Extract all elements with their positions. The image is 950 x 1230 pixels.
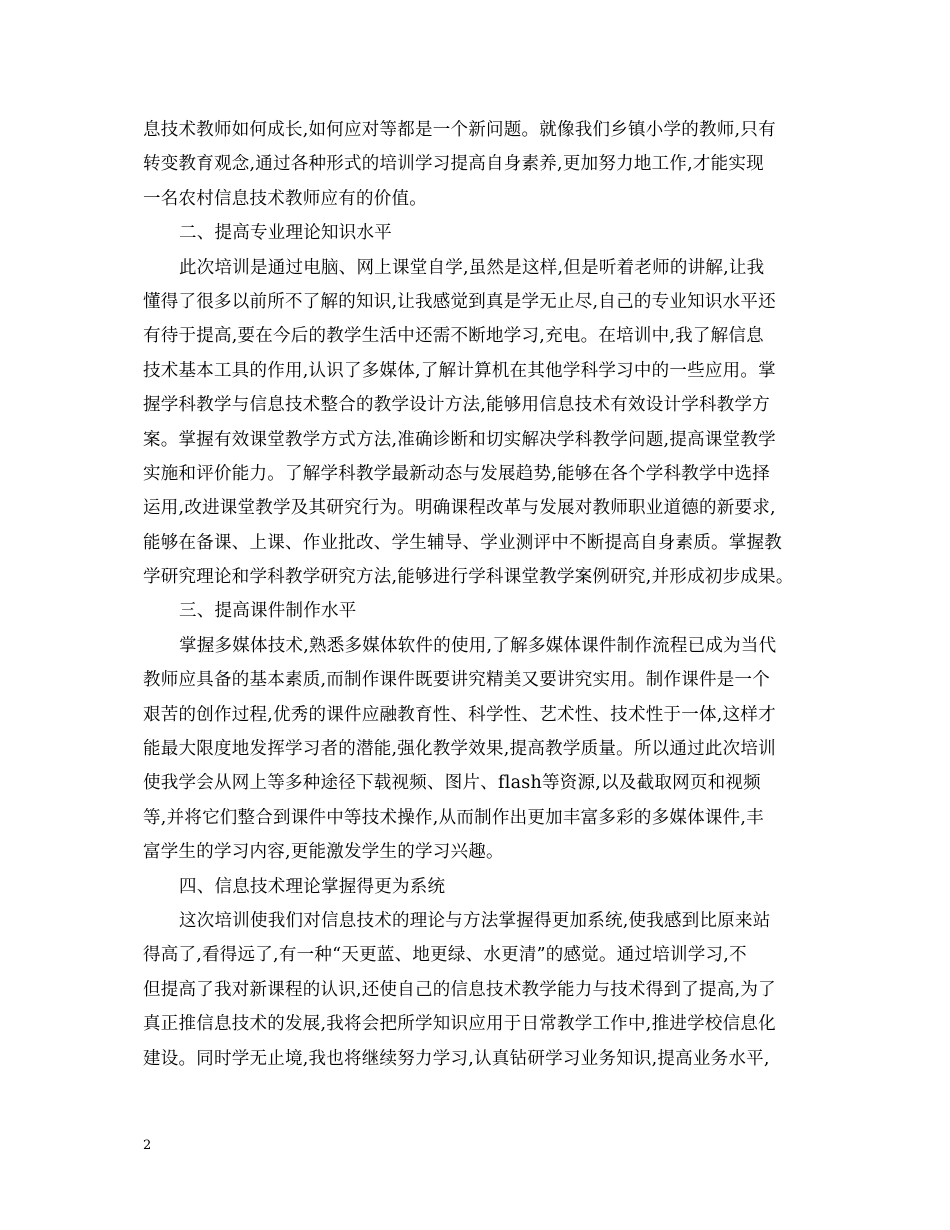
text-line: 有待于提高,要在今后的教学生活中还需不断地学习,充电。在培训中,我了解信息 (143, 326, 764, 347)
text-line: 实施和评价能力。了解学科教学最新动态与发展趋势,能够在各个学科教学中选择 (143, 463, 771, 484)
text-line: 艰苦的创作过程,优秀的课件应融教育性、科学性、艺术性、技术性于一体,这样才 (143, 704, 776, 725)
text-line: 懂得了很多以前所不了解的知识,让我感觉到真是学无止尽,自己的专业知识水平还 (143, 291, 776, 312)
text-line: 能最大限度地发挥学习者的潜能,强化教学效果,提高教学质量。所以通过此次培训 (143, 739, 776, 760)
text-line: 得高了,看得远了,有一种“天更蓝、地更绿、水更清”的感觉。通过培训学习,不 (143, 945, 747, 966)
section-heading: 三、提高课件制作水平 (179, 601, 357, 622)
text-line: 真正推信息技术的发展,我将会把所学知识应用于日常教学工作中,推进学校信息化 (143, 1014, 776, 1035)
text-line: 运用,改进课堂教学及其研究行为。明确课程改革与发展对教师职业道德的新要求, (143, 498, 776, 519)
text-line: 等,并将它们整合到课件中等技术操作,从而制作出更加丰富多彩的多媒体课件,丰 (143, 807, 764, 828)
text-line: 握学科教学与信息技术整合的教学设计方法,能够用信息技术有效设计学科教学方 (143, 395, 771, 416)
text-line: 技术基本工具的作用,认识了多媒体,了解计算机在其他学科学习中的一些应用。掌 (143, 360, 776, 381)
text-line: 使我学会从网上等多种途径下载视频、图片、flash等资源,以及截取网页和视频 (143, 773, 761, 794)
text-line: 富学生的学习内容,更能激发学生的学习兴趣。 (143, 842, 504, 863)
text-line: 掌握多媒体技术,熟悉多媒体软件的使用,了解多媒体课件制作流程已成为当代 (179, 635, 777, 656)
text-line: 一名农村信息技术教师应有的价值。 (143, 188, 427, 209)
text-line: 案。掌握有效课堂教学方式方法,准确诊断和切实解决学科教学问题,提高课堂教学 (143, 429, 776, 450)
text-line: 息技术教师如何成长,如何应对等都是一个新问题。就像我们乡镇小学的教师,只有 (143, 120, 776, 140)
section-heading: 二、提高专业理论知识水平 (179, 223, 392, 244)
body-text (143, 113, 811, 1076)
text-line: 此次培训是通过电脑、网上课堂自学,虽然是这样,但是听着老师的讲解,让我 (179, 257, 765, 278)
text-line: 这次培训使我们对信息技术的理论与方法掌握得更加系统,使我感到比原来站 (179, 910, 771, 931)
text-line: 转变教育观念,通过各种形式的培训学习提高自身素养,更加努力地工作,才能实现 (143, 154, 764, 175)
text-line: 建设。同时学无止境,我也将继续努力学习,认真钻研学习业务知识,提高业务水平, (143, 1048, 770, 1069)
text-line: 教师应具备的基本素质,而制作课件既要讲究精美又要讲究实用。制作课件是一个 (143, 670, 771, 691)
page-number: 2 (143, 1138, 152, 1153)
text-line: 学研究理论和学科教学研究方法,能够进行学科课堂教学案例研究,并形成初步成果。 (143, 567, 794, 588)
text-line: 能够在备课、上课、作业批改、学生辅导、学业测评中不断提高自身素质。掌握教 (143, 532, 782, 553)
section-heading: 四、信息技术理论掌握得更为系统 (179, 876, 446, 897)
text-line: 但提高了我对新课程的认识,还使自己的信息技术教学能力与技术得到了提高,为了 (143, 979, 776, 1000)
